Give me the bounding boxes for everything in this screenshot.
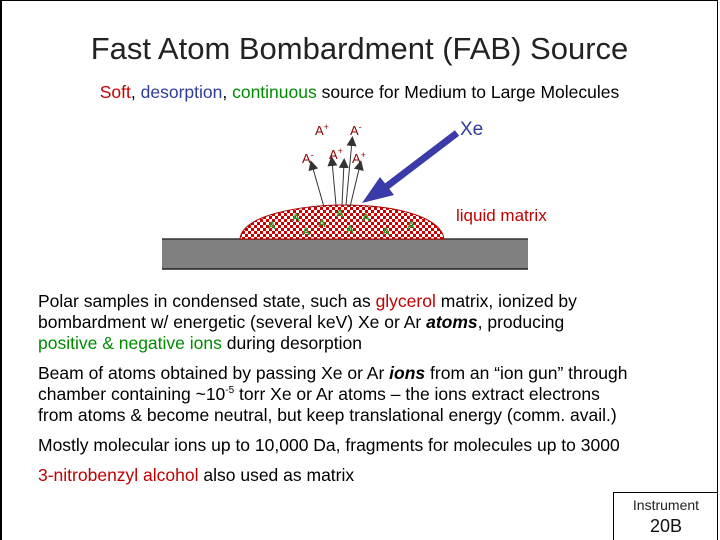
subtitle-continuous: continuous — [232, 82, 317, 102]
liquid-matrix-label: liquid matrix — [456, 206, 547, 225]
ion-label: A+ — [329, 146, 343, 162]
slide-subtitle — [2, 81, 717, 103]
glycerol-term: glycerol — [375, 291, 436, 311]
subtitle-comma-2: , — [222, 82, 233, 102]
xe-beam-arrow — [362, 133, 457, 203]
xe-label: Xe — [460, 119, 484, 140]
bullet-line: chamber containing $\sim 10^{-5}$ torr Xe or Ar atoms – the ions extract electrons — [38, 384, 600, 404]
slide-title: Fast Atom Bombardment (FAB) Source — [90, 31, 629, 66]
atoms-term: atoms — [426, 312, 478, 332]
bullet-line: positive & negative ions during desorption — [38, 333, 362, 353]
analyte-mark: A — [346, 224, 354, 236]
ion-label: A+ — [315, 122, 329, 138]
subtitle-comma-1: , — [130, 82, 141, 102]
exponent: -5 — [225, 385, 235, 397]
analyte-mark: A — [336, 208, 344, 220]
bullet-line: Beam of atoms obtained by passing Xe or Ar ions from an “ion gun” through — [38, 363, 628, 383]
analyte-mark: A — [292, 212, 300, 224]
analyte-mark: A — [268, 220, 276, 232]
instrument-label: Instrument — [632, 497, 700, 513]
bullet-line: from atoms & become neutral, but keep translational energy (comm. avail.) — [38, 405, 617, 425]
subtitle-rest: source for Medium to Large Molecules — [316, 82, 620, 102]
subtitle-soft: Soft — [99, 82, 131, 102]
ions-row-2 — [302, 146, 366, 166]
ion-label: A- — [302, 150, 314, 166]
nitrobenzyl-term: 3-nitrobenzyl alcohol — [38, 465, 199, 485]
instrument-badge — [613, 492, 718, 540]
ion-label: A+ — [352, 150, 366, 166]
bullet-list — [38, 291, 718, 495]
ions-italic-term: ions — [389, 363, 426, 383]
bullet-line: Polar samples in condensed state, such as glycerol matrix, ionized by — [38, 291, 577, 311]
subtitle-desorption: desorption — [140, 82, 223, 102]
analyte-mark: A — [362, 212, 370, 224]
bullet-line: bombardment w/ energetic (several keV) Xe or Ar atoms, producing — [38, 312, 565, 332]
bullet-molecular-ions — [38, 435, 718, 456]
bullet-line: 3-nitrobenzyl alcohol also used as matrix — [38, 465, 355, 485]
bullet-nitrobenzyl — [38, 465, 718, 486]
ions-term: positive & negative ions — [38, 333, 222, 353]
analyte-mark: A — [302, 226, 310, 238]
analyte-mark: A — [382, 226, 390, 238]
analyte-mark: A — [407, 220, 415, 232]
instrument-number: 20B — [649, 516, 683, 536]
probe-surface — [162, 239, 528, 269]
bullet-atom-beam — [38, 363, 718, 426]
ions-row-1 — [315, 122, 362, 138]
analyte-mark: A — [318, 218, 326, 230]
bullet-line: Mostly molecular ions up to 10,000 Da, fragments for molecules up to 3000 — [38, 435, 620, 455]
bullet-polar-samples — [38, 291, 718, 354]
ion-label: A- — [350, 122, 362, 138]
fab-diagram — [2, 111, 718, 281]
